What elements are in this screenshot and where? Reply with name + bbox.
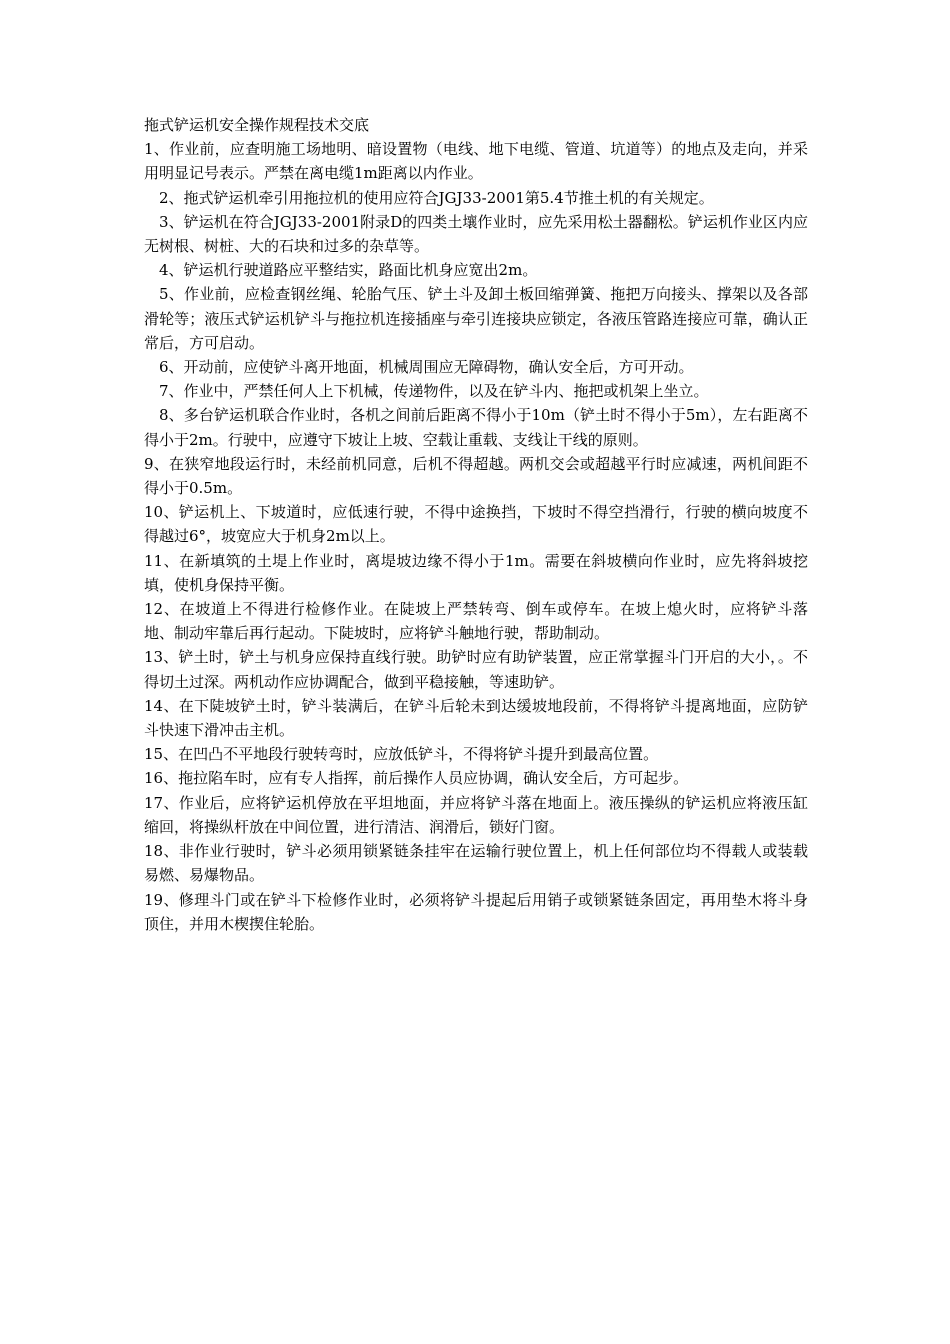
paragraph-1: 1、作业前，应查明施工场地明、暗设置物（电线、地下电缆、管道、坑道等）的地点及走向，并采用明显记号表示。严禁在离电缆1m距离以内作业。 [144,140,808,183]
paragraph-9: 9、在狭窄地段运行时，未经前机同意，后机不得超越。两机交会或超越平行时应减速，两机间距不得小于0.5m。 [144,454,808,498]
paragraph-13: 13、铲土时，铲土与机身应保持直线行驶。助铲时应有助铲装置，应正常掌握斗门开启的大小，。不得切土过深。两机动作应协调配合，做到平稳接触，等速助铲。 [144,648,808,691]
paragraph-15: 15、在凹凸不平地段行驶转弯时，应放低铲斗，不得将铲斗提升到最高位置。 [144,745,659,764]
document-title: 拖式铲运机安全操作规程技术交底 [144,116,370,134]
paragraph-16: 16、拖拉陷车时，应有专人指挥，前后操作人员应协调，确认安全后，方可起步。 [144,769,689,788]
paragraph-2: 2、拖式铲运机牵引用拖拉机的使用应符合JGJ33-2001第5.4节推土机的有关规定。 [159,188,714,207]
paragraph-18: 18、非作业行驶时，铲斗必须用锁紧链条挂牢在运输行驶位置上，机上任何部位均不得载人或装载易燃、易爆物品。 [144,842,808,885]
paragraph-17: 17、作业后，应将铲运机停放在平坦地面，并应将铲斗落在地面上。液压操纵的铲运机应将液压缸缩回，将操纵杆放在中间位置，进行清洁、润滑后，锁好门窗。 [144,793,808,836]
paragraph-8: 8、多台铲运机联合作业时，各机之间前后距离不得小于10m（铲土时不得小于5m），左右距离不得小于2m。行驶中，应遵守下坡让上坡、空载让重载、支线让干线的原则。 [144,406,808,449]
paragraph-11: 11、在新填筑的土堤上作业时，离堤坡边缘不得小于1m。需要在斜坡横向作业时，应先将斜坡挖填，使机身保持平衡。 [144,551,808,594]
paragraph-12: 12、在坡道上不得进行检修作业。在陡坡上严禁转弯、倒车或停车。在坡上熄火时，应将铲斗落地、制动牢靠后再行起动。下陡坡时，应将铲斗触地行驶，帮助制动。 [144,600,808,643]
paragraph-4: 4、铲运机行驶道路应平整结实，路面比机身应宽出2m。 [159,261,538,280]
paragraph-7: 7、作业中，严禁任何人上下机械，传递物件，以及在铲斗内、拖把或机架上坐立。 [159,382,709,401]
paragraph-19: 19、修理斗门或在铲斗下检修作业时，必须将铲斗提起后用销子或锁紧链条固定，再用垫木将斗身顶住，并用木楔揳住轮胎。 [144,890,808,933]
paragraph-6: 6、开动前，应使铲斗离开地面，机械周围应无障碍物，确认安全后，方可开动。 [159,358,694,377]
paragraph-10: 10、铲运机上、下坡道时，应低速行驶，不得中途换挡，下坡时不得空挡滑行，行驶的横向坡度不得越过6°，坡宽应大于机身2m以上。 [144,503,808,546]
document-page [144,113,808,936]
paragraph-5: 5、作业前，应检查钢丝绳、轮胎气压、铲土斗及卸土板回缩弹簧、拖把万向接头、撑架以及各部滑轮等；液压式铲运机铲斗与拖拉机连接插座与牵引连接块应锁定，各液压管路连接应可靠，确认正常后，方可启动。 [144,285,808,352]
paragraph-3: 3、铲运机在符合JGJ33-2001附录D的四类土壤作业时，应先采用松土器翻松。铲运机作业区内应无树根、树桩、大的石块和过多的杂草等。 [144,212,808,256]
paragraph-14: 14、在下陡坡铲土时，铲斗装满后，在铲斗后轮未到达缓坡地段前，不得将铲斗提离地面，应防铲斗快速下滑冲击主机。 [144,696,808,740]
